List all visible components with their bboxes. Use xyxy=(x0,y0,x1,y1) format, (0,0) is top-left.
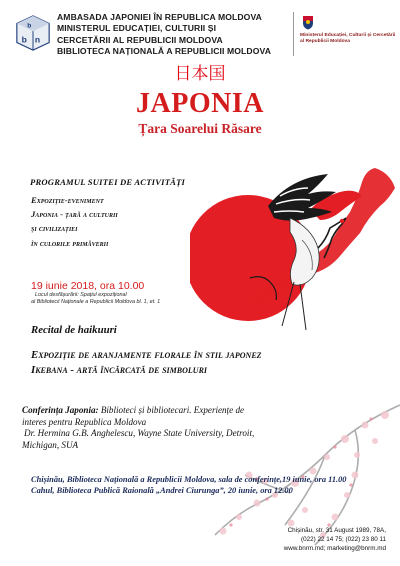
haiku-heading: Recital de haikuuri xyxy=(31,324,117,336)
venue-line: Locul desfășurării: Spațiul expozițional xyxy=(35,292,127,298)
ikebana-line: Expoziție de aranjamente florale în stil japonez xyxy=(31,349,262,361)
conference-lead: Conferința Japonia: xyxy=(22,405,99,415)
ministry-caption-line: Ministerul Educației, Culturii și Cercetării xyxy=(300,33,396,38)
conference-line xyxy=(22,405,372,417)
venue-line: al Bibliotecii Naționale a Republicii Moldova bl. 1, et. 1 xyxy=(31,299,161,305)
ministry-caption-line: al Republicii Moldova xyxy=(300,39,351,44)
svg-text:n: n xyxy=(34,34,41,45)
organizers-block xyxy=(57,12,292,58)
footer-phone: (022) 22 14 75; (022) 23 80 11 xyxy=(301,536,386,543)
event-date: 19 iunie 2018, ora 10.00 xyxy=(31,280,145,292)
conference-line: interes pentru Republica Moldova xyxy=(22,416,147,427)
location-line: Cahul, Biblioteca Publică Raională „Andrei Ciurunga”, 20 iunie, ora 12.00 xyxy=(31,485,293,495)
svg-text:b: b xyxy=(27,22,32,30)
conference-line: Michigan, SUA xyxy=(22,440,79,451)
ministry-caption xyxy=(300,33,396,45)
crane-rising-sun-illustration xyxy=(190,148,400,348)
org-line: CERCETĂRII AL REPUBLICII MOLDOVA xyxy=(57,34,223,45)
conference-block xyxy=(22,405,372,452)
exhibition-line: Expoziție-eveniment xyxy=(31,195,104,205)
ikebana-block xyxy=(31,348,262,378)
org-line: BIBLIOTECA NAȚIONALĂ A REPUBLICII MOLDOVA xyxy=(57,46,271,57)
venue-block xyxy=(31,292,231,306)
locations-block xyxy=(31,475,391,497)
exhibition-line: în culorile primăverii xyxy=(31,237,109,248)
exhibition-line: și civilizației xyxy=(31,223,78,234)
exhibition-line: Japonia - țară a culturii xyxy=(31,209,118,220)
page-title: JAPONIA xyxy=(136,88,264,119)
org-line: MINISTERUL EDUCAȚIEI, CULTURII ȘI xyxy=(57,23,217,34)
footer-web-link[interactable]: www.bnrm.md; marketing@bnrm.md xyxy=(283,545,386,552)
svg-text:b: b xyxy=(21,34,27,45)
exhibition-block xyxy=(31,193,118,250)
location-line: Chișinău, Biblioteca Națională a Republicii Moldova, sala de conferințe,19 iunie, ora 11.00 xyxy=(31,475,347,484)
ikebana-line: Ikebana - artă încărcată de simboluri xyxy=(31,364,208,376)
footer-address: Chișinău, str. 31 August 1989, 78A, xyxy=(287,527,386,534)
page-subtitle: Țara Soarelui Răsare xyxy=(138,121,262,136)
conference-line: Dr. Hermina G.B. Anghelescu, Wayne State University, Detroit, xyxy=(24,428,255,439)
crane-wing-icon xyxy=(268,174,336,221)
org-line: AMBASADA JAPONIEI ÎN REPUBLICA MOLDOVA xyxy=(57,12,262,22)
header-divider xyxy=(293,12,294,56)
library-logo xyxy=(14,14,52,52)
program-heading: PROGRAMUL SUITEI DE ACTIVITĂȚI xyxy=(30,177,186,187)
footer-contacts xyxy=(284,526,386,553)
kanji-title: 日本国 xyxy=(174,64,226,84)
header xyxy=(0,0,400,70)
conference-text: Biblioteci și bibliotecari. Experiențe de xyxy=(98,405,245,415)
moldova-crest-icon xyxy=(302,15,314,30)
